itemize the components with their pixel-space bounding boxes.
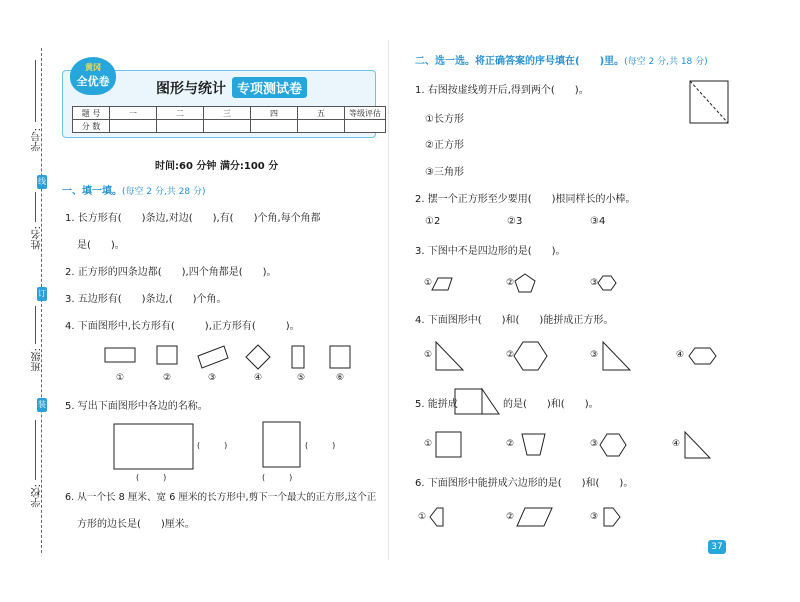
school-label: 学校: (32, 484, 43, 508)
shape-triangle (436, 342, 463, 370)
option[interactable]: ②正方形 (425, 140, 464, 151)
shape-parallelogram (432, 278, 452, 290)
fig-label[interactable]: ③ (590, 439, 599, 449)
fig-label[interactable]: ③ (590, 278, 599, 288)
shape-rectangle (105, 348, 135, 362)
shape-diamond (246, 345, 270, 369)
s1-q1-line1: 1. 长方形有( )条边,对边( ),有( )个角,每个角都 (65, 213, 321, 224)
s1-q3: 3. 五边形有( )条边,( )个角。 (65, 294, 227, 305)
shape-triangle (685, 432, 710, 458)
seal-mark: 装 (37, 398, 47, 412)
fig-label[interactable]: ① (424, 278, 433, 288)
shape-triangle (603, 342, 630, 370)
s1-q1-line2: 是( )。 (77, 240, 125, 251)
fig-label[interactable]: ② (506, 512, 515, 522)
shape-parallelogram (517, 508, 552, 526)
s1-q6-line2: 方形的边长是( )厘米。 (77, 519, 195, 530)
title-tag: 专项测试卷 (232, 77, 307, 98)
fig-label: ① (116, 373, 125, 383)
fig-label: ⑥ (336, 373, 345, 383)
shape-triangle (482, 389, 499, 414)
fig-label: ② (163, 373, 172, 383)
page-number: 37 (708, 540, 726, 554)
score-cell: 三 (204, 107, 251, 120)
logo-top-text: 黄冈 (85, 63, 101, 72)
fig-label[interactable]: ① (424, 350, 433, 360)
name-label: 姓名: (32, 226, 43, 250)
section1-title: 一、填一填。 (62, 186, 122, 197)
fig-label: ④ (254, 373, 263, 383)
score-cell: 题 号 (73, 107, 110, 120)
shape-rectangle (157, 346, 177, 364)
fig-label[interactable]: ④ (676, 350, 685, 360)
s2-q3: 3. 下图中不是四边形的是( )。 (415, 246, 566, 257)
time-info: 时间:60 分钟 满分:100 分 (155, 161, 279, 172)
s1-q4: 4. 下面图形中,长方形有( ),正方形有( )。 (65, 321, 300, 332)
fig-label[interactable]: ③ (590, 512, 599, 522)
s2-q4: 4. 下面图形中( )和( )能拼成正方形。 (415, 315, 614, 326)
shape-pentagon (515, 274, 535, 292)
option[interactable]: ①2 (425, 216, 441, 227)
answer-blank[interactable]: ( ) (262, 473, 293, 482)
fig-label[interactable]: ① (418, 512, 427, 522)
seal-mark: 线 (37, 175, 47, 189)
fig-label[interactable]: ③ (590, 350, 599, 360)
seal-mark: 订 (37, 287, 47, 301)
fig-label[interactable]: ② (506, 350, 515, 360)
shape-square (263, 422, 300, 467)
score-cell: 一 (110, 107, 157, 120)
section2-note: (每空 2 分,共 18 分) (624, 57, 708, 67)
option[interactable]: ②3 (507, 216, 523, 227)
fig-label: ⑤ (297, 373, 306, 383)
s1-q2: 2. 正方形的四条边都( ),四个角都是( )。 (65, 267, 277, 278)
score-cell: 分 数 (73, 120, 110, 133)
fig-label[interactable]: ④ (672, 439, 681, 449)
student-id-label: 学号: (32, 128, 43, 152)
s2-q2: 2. 摆一个正方形至少要用( )根同样长的小棒。 (415, 194, 636, 205)
shape-square (455, 389, 482, 414)
shape-rectangle (292, 346, 304, 368)
page-title: 图形与统计 (156, 81, 226, 97)
section2-heading (415, 52, 708, 67)
s2-q6: 6. 下面图形中能拼成六边形的是( )和( )。 (415, 478, 634, 489)
option[interactable]: ③三角形 (425, 167, 464, 178)
s2-q1: 1. 右图按虚线剪开后,得到两个( )。 (415, 85, 589, 96)
score-cell: 等级评估 (345, 107, 386, 120)
section2-title: 二、选一选。将正确答案的序号填在( )里。 (415, 56, 625, 67)
shape-hexagon (600, 434, 626, 456)
answer-blank[interactable]: ( ) (136, 473, 167, 482)
class-label: 班级: (32, 348, 43, 372)
shape-arrow-shape (604, 508, 620, 526)
logo-bottom-text: 全优卷 (76, 75, 110, 88)
shape-arrow-shape (430, 508, 443, 526)
section1-note: (每空 2 分,共 28 分) (122, 187, 206, 197)
s2-q5-prefix: 5. 能拼成 (415, 399, 458, 410)
cut-line (690, 81, 728, 123)
score-cell: 二 (157, 107, 204, 120)
shape-square (436, 432, 461, 457)
score-cell: 四 (251, 107, 298, 120)
shape-square (690, 81, 728, 123)
option[interactable]: ①长方形 (425, 114, 464, 125)
fig-label[interactable]: ① (424, 439, 433, 449)
s1-q6-line1: 6. 从一个长 8 厘米、宽 6 厘米的长方形中,剪下一个最大的正方形,这个正 (65, 492, 377, 503)
fig-label: ③ (208, 373, 217, 383)
shape-trapezoid (522, 434, 545, 455)
shape-tilted-rectangle (198, 346, 228, 368)
shape-square (330, 346, 350, 368)
shape-hexagon (689, 348, 716, 364)
s2-q5-suffix: 的是( )和( )。 (503, 399, 599, 410)
score-cell: 五 (298, 107, 345, 120)
answer-blank[interactable]: ( ) (197, 441, 228, 450)
shape-hexagon (598, 276, 616, 290)
option[interactable]: ③4 (590, 216, 606, 227)
fig-label[interactable]: ② (506, 439, 515, 449)
answer-blank[interactable]: ( ) (305, 441, 336, 450)
shape-hexagon (514, 342, 547, 370)
shape-rectangle (114, 424, 193, 469)
fig-label[interactable]: ② (506, 278, 515, 288)
s1-q5: 5. 写出下面图形中各边的名称。 (65, 401, 208, 412)
